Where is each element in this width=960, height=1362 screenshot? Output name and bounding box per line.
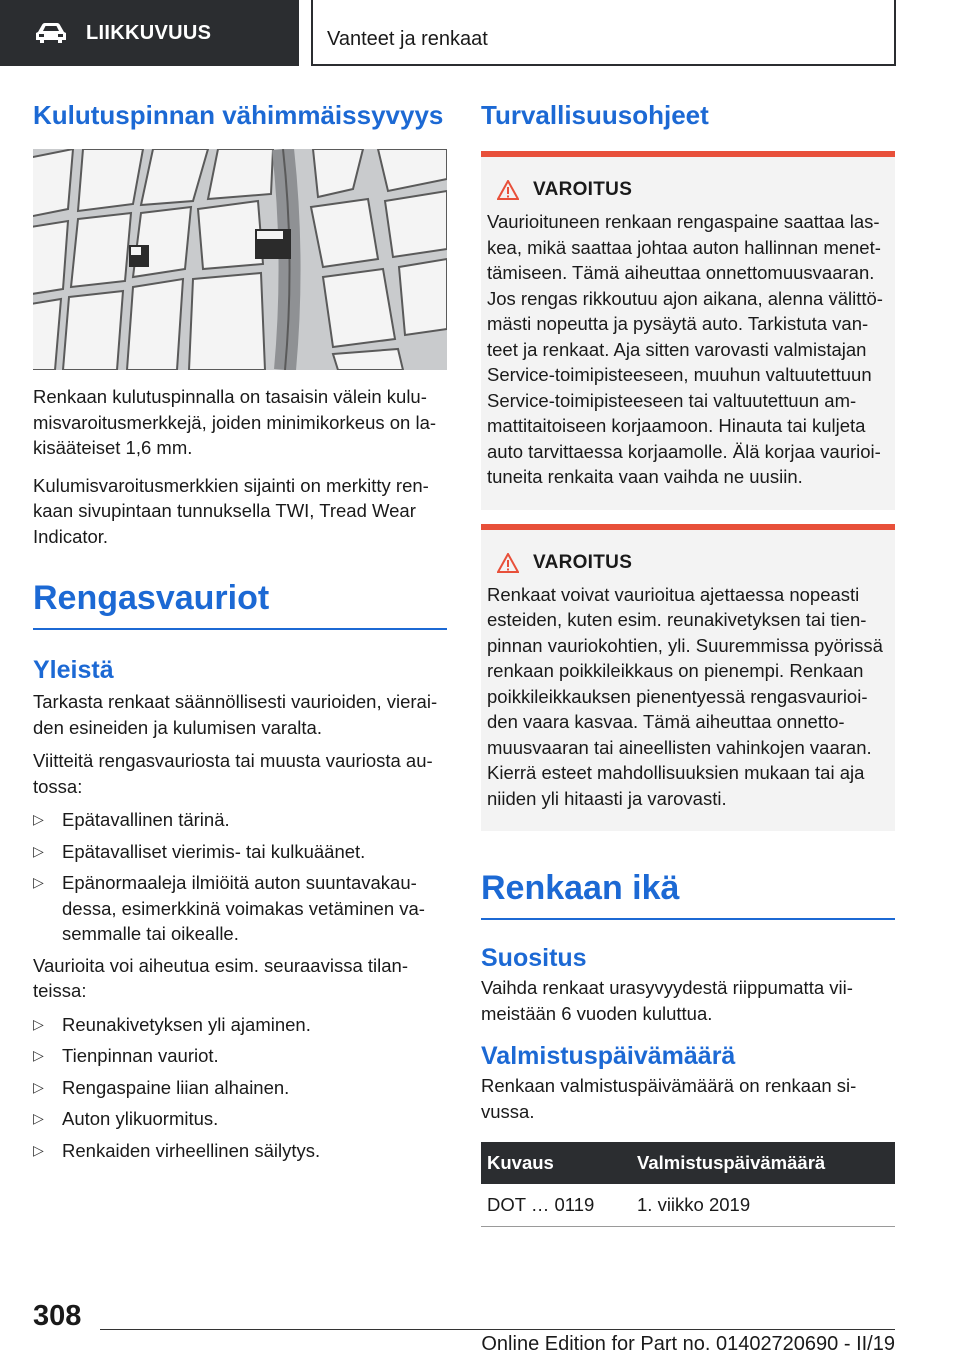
table-row: [481, 1184, 895, 1227]
page-header: [0, 0, 960, 66]
table-header-row: [481, 1142, 895, 1184]
warning-box-1: [481, 151, 895, 510]
damage-heading-rule: [33, 628, 447, 630]
page-number: 308: [33, 1300, 82, 1332]
list-item: ▷ Epänormaaleja ilmiöitä auton suuntavakau-dessa, esimerkkinä voimakas vetäminen va-semmalle tai oikealle.: [33, 872, 425, 944]
bullet-triangle-icon: ▷: [33, 842, 44, 859]
footer-rule: [100, 1329, 895, 1330]
recommendation-text: Vaihda renkaat urasyvyydestä riippumatta vii-meistään 6 vuoden kuluttua.: [481, 977, 853, 1024]
list-item: ▷ Tienpinnan vauriot.: [33, 1043, 447, 1069]
warning-triangle-icon: [497, 180, 519, 200]
section-title: LIIKKUVUUS: [86, 21, 212, 44]
damage-signs-list: [33, 807, 447, 947]
general-paragraph-2: Viitteitä rengasvauriosta tai muusta vauriosta au-tossa:: [33, 750, 433, 797]
warning-label: VAROITUS: [533, 179, 633, 200]
manufacture-date-text: Renkaan valmistuspäivämäärä on renkaan si-vussa.: [481, 1075, 857, 1122]
damage-causes-list: [33, 1012, 447, 1164]
warning-text: Renkaat voivat vaurioitua ajettaessa nopeasti esteiden, kuten esim. reunakivetyksen tai tien-pinnan vauriokohtien, yli. Suuremmissa pyörissä renkaan poikkileikkaus on pienempi. Renkaan poikkileikkauksen pienentyessä rengasvaurioi-den vaara kasvaa. Tämä aiheuttaa onnetto-muusvaaran tai aineellisten vahinkojen vaaran. Kierrä esteet mahdollisuuksien mukaan tai aja niiden yli hitaasti ja varovasti.: [487, 583, 883, 809]
warning-header: [487, 179, 887, 201]
right-column: [481, 100, 895, 1227]
list-item: ▷ Epätavallinen tärinä.: [33, 807, 447, 833]
tire-age-heading: Renkaan ikä: [481, 869, 680, 907]
bullet-triangle-icon: ▷: [33, 1110, 44, 1126]
tire-tread-illustration: [33, 149, 447, 370]
tread-paragraph-2: Kulumisvaroitusmerkkien sijainti on merkitty ren-kaan sivupintaan tunnuksella TWI, Tread Wear Indicator.: [33, 474, 429, 547]
table-cell: 1. viikko 2019: [631, 1184, 895, 1227]
list-item: ▷ Reunakivetyksen yli ajaminen.: [33, 1012, 447, 1038]
general-paragraph-1: Tarkasta renkaat säännöllisesti vaurioiden, vierai-den esineiden ja kulumisen varalta.: [33, 691, 438, 738]
damage-heading: Rengasvauriot: [33, 579, 270, 617]
section-tab: [0, 0, 299, 66]
warning-box-2: [481, 524, 895, 832]
causes-intro: Vaurioita voi aiheutua esim. seuraavissa tilan-teissa:: [33, 954, 408, 1001]
safety-heading: Turvallisuusohjeet: [481, 100, 709, 130]
manufacture-date-heading: Valmistuspäivämäärä: [481, 1042, 736, 1070]
warning-label: VAROITUS: [533, 551, 633, 573]
bullet-triangle-icon: ▷: [33, 1078, 44, 1095]
edition-info: Online Edition for Part no. 01402720690 - II/19: [481, 1333, 895, 1355]
warning-text: Vaurioituneen renkaan rengaspaine saattaa las-kea, mikä saattaa johtaa auton hallinnan menet-tämiseen. Tämä aiheuttaa onnettomuusvaaran. Jos rengas rikkoutuu ajon aikana, alenna välittö-mästi nopeutta ja pysäytä auto. Tarkistuta van-teet ja renkaat. Aja sitten varovasti valmistajan Service-toimipisteeseen, muuhun valtuutettuun Service-toimipisteeseen tai valtuutettuun am-mattitaitoiseen korjaamoon. Hinauta tai kuljeta auto tarvittaessa korjaamolle. Älä korjaa vaurioi-tuneita renkaita vaan vaihda ne uusiin.: [487, 211, 883, 487]
bullet-triangle-icon: ▷: [33, 874, 44, 890]
general-heading: Yleistä: [33, 656, 114, 684]
list-item: ▷ Renkaiden virheellinen säilytys.: [33, 1138, 447, 1164]
tread-paragraph-1: Renkaan kulutuspinnalla on tasaisin välein kulu-misvaroitusmerkkejä, joiden minimikorkeus on la-kisääteiset 1,6 mm.: [33, 386, 437, 458]
bullet-triangle-icon: ▷: [33, 1047, 44, 1063]
bullet-triangle-icon: ▷: [33, 811, 44, 827]
column-header: Kuvaus: [481, 1142, 631, 1184]
bullet-triangle-icon: ▷: [33, 1141, 44, 1158]
manufacture-date-table: [481, 1142, 895, 1227]
car-icon: [34, 22, 68, 44]
tread-heading: Kulutuspinnan vähimmäissyvyys: [33, 100, 444, 130]
warning-header: [487, 552, 887, 574]
list-item: ▷ Rengaspaine liian alhainen.: [33, 1075, 447, 1101]
recommendation-heading: Suositus: [481, 944, 587, 972]
chapter-title: Vanteet ja renkaat: [311, 0, 896, 66]
warning-triangle-icon: [497, 553, 519, 573]
left-column: [33, 100, 447, 1169]
list-item: ▷ Auton ylikuormitus.: [33, 1106, 447, 1132]
tire-tread-image: [33, 149, 447, 370]
tire-age-heading-rule: [481, 918, 895, 920]
list-item: ▷ Epätavalliset vierimis- tai kulkuäänet.: [33, 839, 447, 865]
bullet-triangle-icon: ▷: [33, 1015, 44, 1032]
table-cell: DOT … 0119: [481, 1184, 631, 1227]
column-header: Valmistuspäivämäärä: [631, 1142, 895, 1184]
